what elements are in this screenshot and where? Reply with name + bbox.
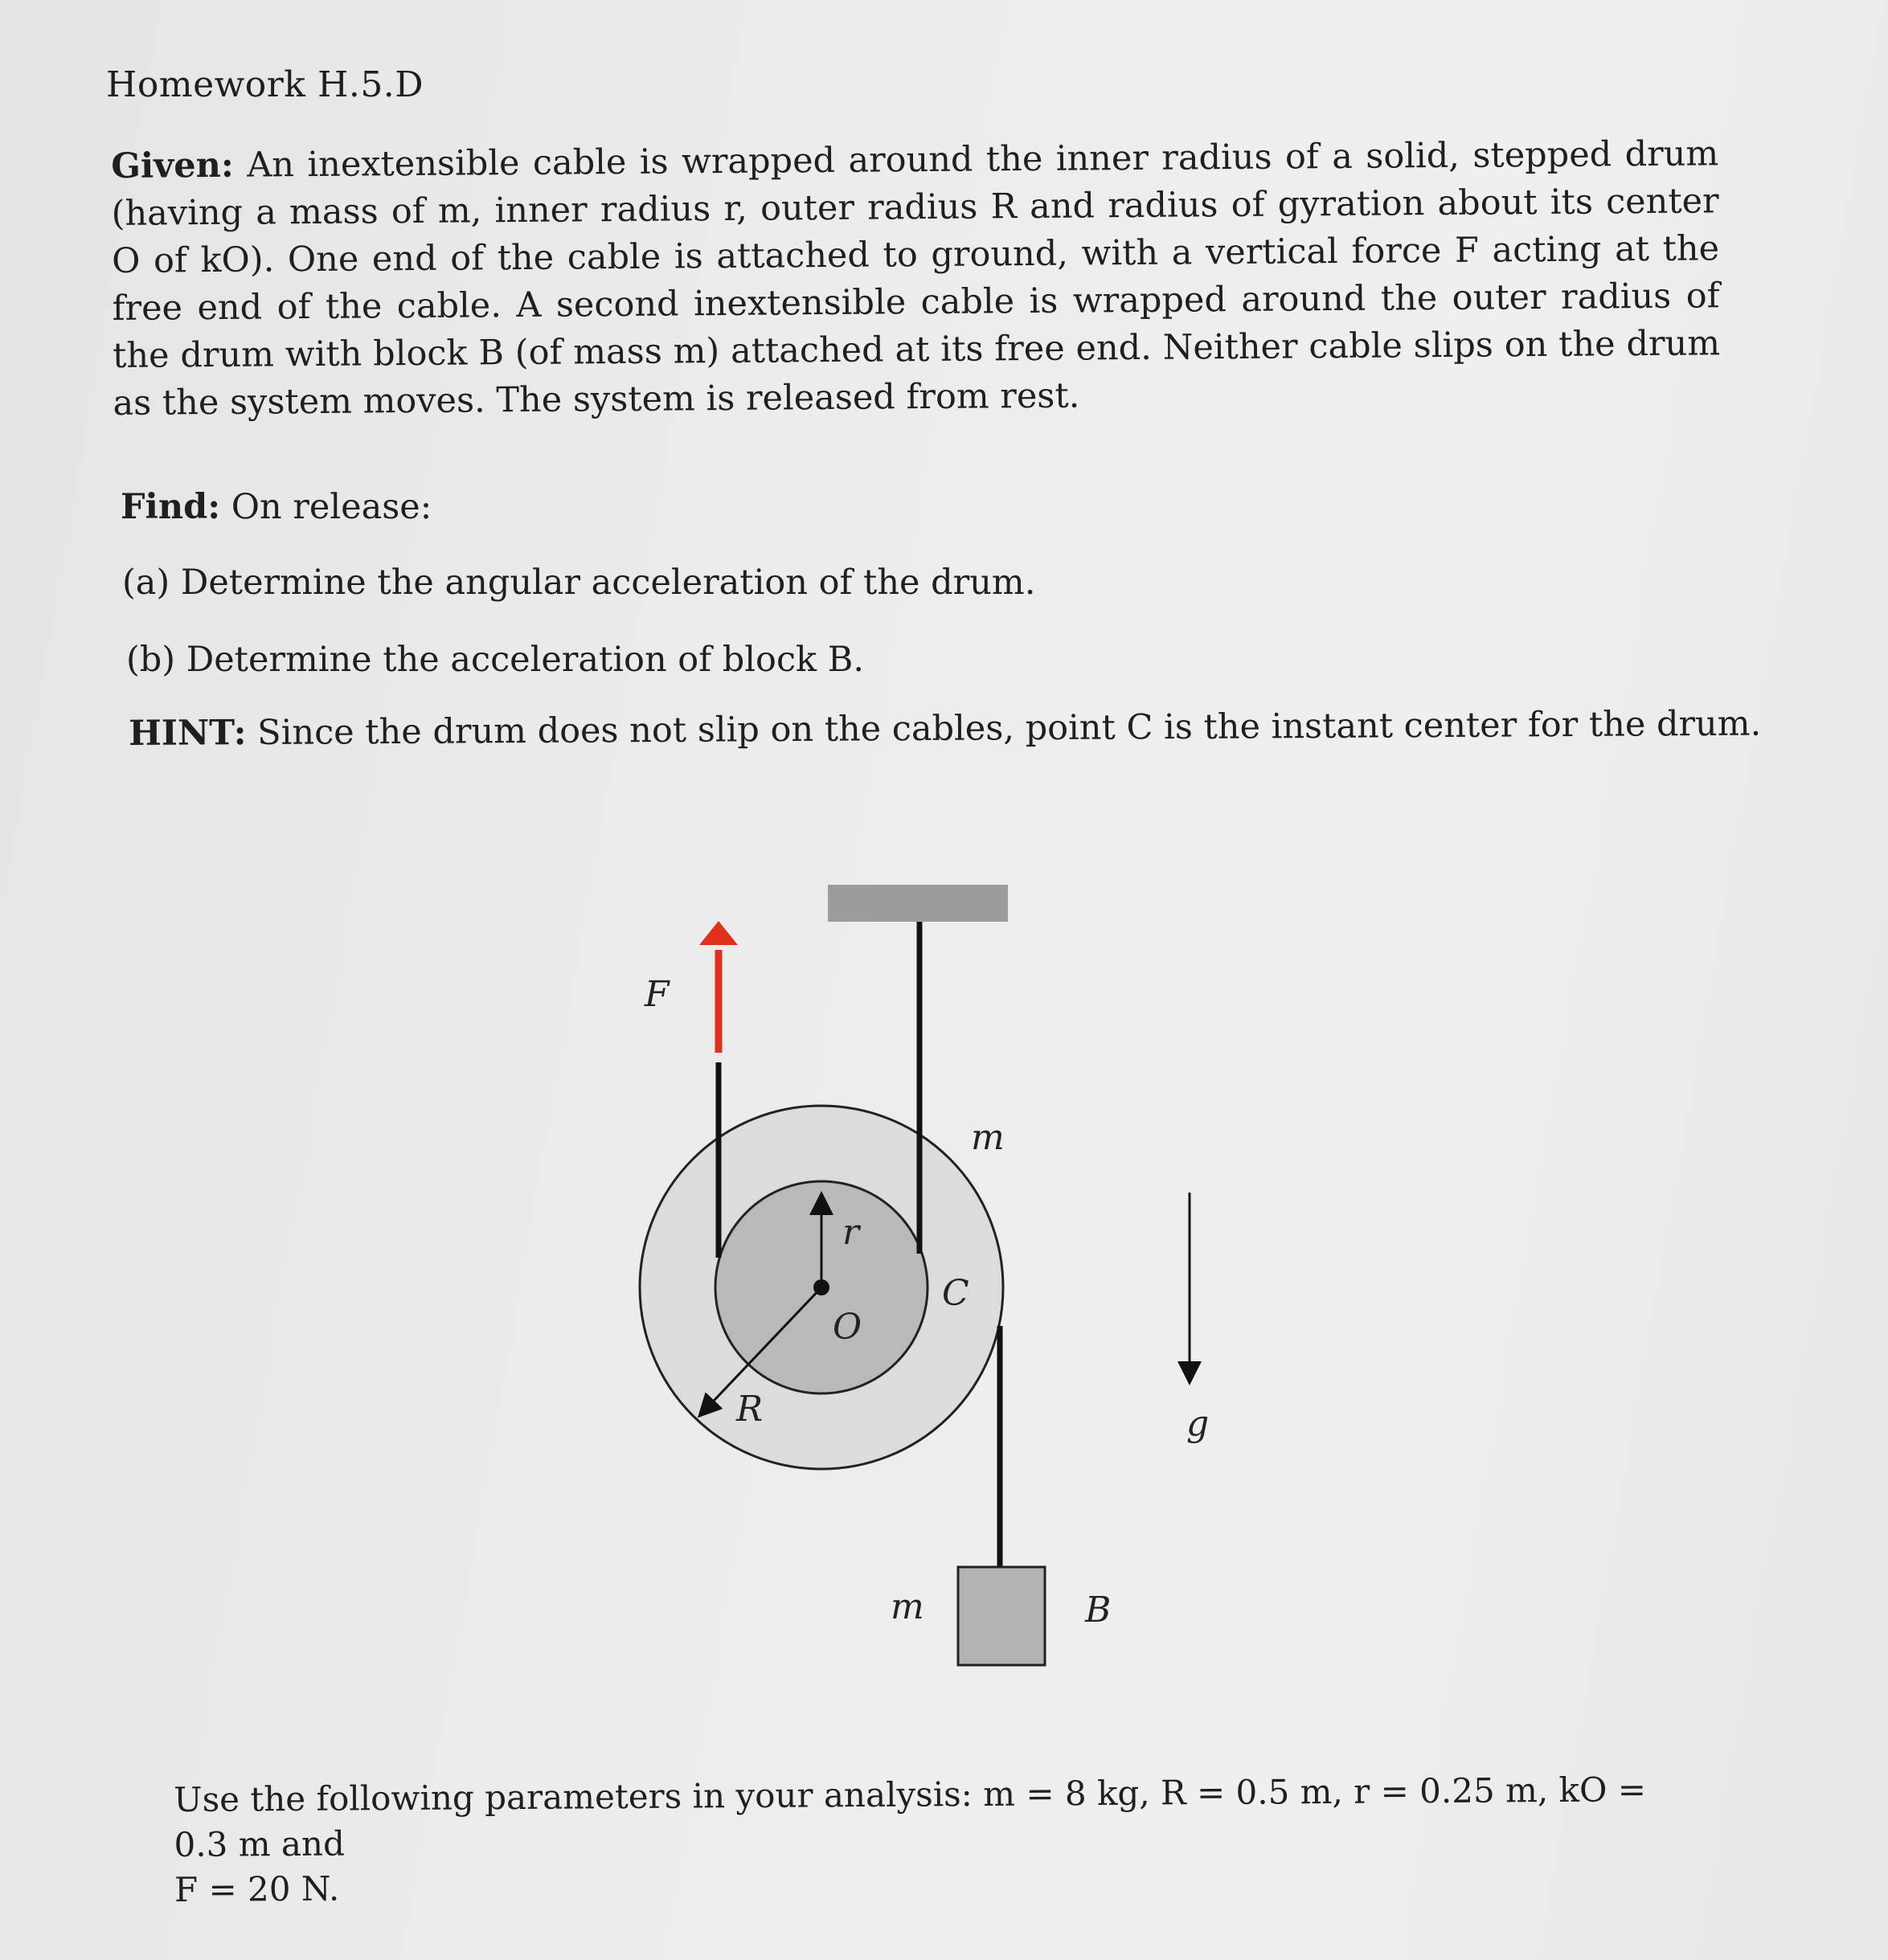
- hint-text: Since the drum does not slip on the cables, point C is the instant center for the drum.: [257, 703, 1762, 754]
- center-point: [813, 1279, 829, 1295]
- hint-label: HINT:: [129, 713, 247, 754]
- item-marker: (a): [122, 563, 170, 603]
- drum-mass-label: m: [971, 1117, 1005, 1158]
- gravity-label: g: [1186, 1403, 1210, 1444]
- ground-support: [828, 885, 1008, 922]
- parameters-line-2: F = 20 N.: [174, 1868, 340, 1909]
- contact-point-label: C: [942, 1273, 969, 1314]
- parameters-line-1: Use the following parameters in your analysis: m = 8 kg, R = 0.5 m, r = 0.25 m, kO = 0.3 m and: [174, 1770, 1647, 1864]
- find-label: Find:: [121, 487, 221, 527]
- block-label: B: [1085, 1590, 1112, 1631]
- inner-radius-label: r: [842, 1212, 860, 1253]
- force-label: F: [645, 974, 670, 1015]
- block-b: [958, 1567, 1045, 1665]
- item-marker: (b): [126, 640, 176, 680]
- find-text: On release:: [231, 487, 432, 527]
- outer-radius-label: R: [736, 1389, 764, 1430]
- parameters-paragraph: [174, 1767, 1685, 1913]
- block-mass-label: m: [891, 1586, 924, 1627]
- given-text: An inextensible cable is wrapped around the inner radius of a solid, stepped drum (having a mass of m, inner radius r, outer radius R and radius of gyration about its center O of kO). One end of the cable is attached to ground, with a vertical force F acting at the free end of the cable. A second inextensible cable is wrapped around the outer radius of the drum with block B (of mass m) attached at its free end. Neither cable slips on the drum as the system moves. The system is released from rest.: [111, 133, 1721, 424]
- given-label: Given:: [111, 145, 234, 186]
- force-arrow-head: [699, 921, 738, 945]
- item-text: Determine the angular acceleration of the drum.: [180, 563, 1036, 603]
- center-label: O: [833, 1307, 862, 1348]
- page-title: Homework H.5.D: [106, 64, 424, 105]
- item-text: Determine the acceleration of block B.: [186, 640, 865, 680]
